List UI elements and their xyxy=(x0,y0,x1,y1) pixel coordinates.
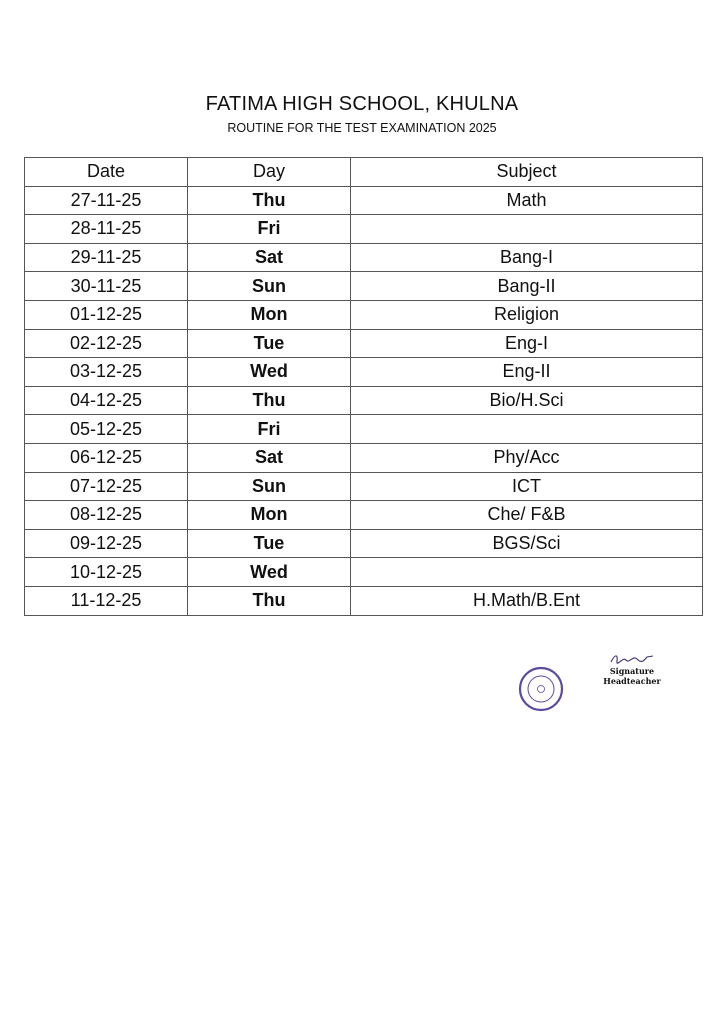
day-cell: Fri xyxy=(188,215,351,244)
signature-area xyxy=(516,652,666,722)
table-row xyxy=(25,586,703,615)
table-header-row xyxy=(25,158,703,187)
date-cell: 03-12-25 xyxy=(25,358,188,387)
column-header-day: Day xyxy=(188,158,351,187)
page-subtitle: ROUTINE FOR THE TEST EXAMINATION 2025 xyxy=(227,121,497,135)
table-row xyxy=(25,243,703,272)
subject-cell: Religion xyxy=(351,300,703,329)
subject-cell: Phy/Acc xyxy=(351,443,703,472)
day-cell: Tue xyxy=(188,529,351,558)
table-row xyxy=(25,329,703,358)
table-row xyxy=(25,529,703,558)
subject-cell: Math xyxy=(351,186,703,215)
headteacher-signature xyxy=(596,652,668,686)
date-cell: 28-11-25 xyxy=(25,215,188,244)
date-cell: 09-12-25 xyxy=(25,529,188,558)
subject-cell: Eng-II xyxy=(351,358,703,387)
subject-cell xyxy=(351,415,703,444)
day-cell: Fri xyxy=(188,415,351,444)
subject-cell: Bio/H.Sci xyxy=(351,386,703,415)
day-cell: Thu xyxy=(188,186,351,215)
column-header-subject: Subject xyxy=(351,158,703,187)
table-row xyxy=(25,386,703,415)
routine-table xyxy=(24,157,703,616)
table-row xyxy=(25,358,703,387)
school-seal-icon xyxy=(518,666,564,712)
page-title: FATIMA HIGH SCHOOL, KHULNA xyxy=(205,93,519,115)
day-cell: Sun xyxy=(188,272,351,301)
date-cell: 01-12-25 xyxy=(25,300,188,329)
day-cell: Sat xyxy=(188,443,351,472)
date-cell: 10-12-25 xyxy=(25,558,188,587)
day-cell: Sat xyxy=(188,243,351,272)
date-cell: 27-11-25 xyxy=(25,186,188,215)
subject-cell: Bang-I xyxy=(351,243,703,272)
subject-cell: Che/ F&B xyxy=(351,501,703,530)
table-row xyxy=(25,443,703,472)
date-cell: 06-12-25 xyxy=(25,443,188,472)
subject-cell: Eng-I xyxy=(351,329,703,358)
date-cell: 08-12-25 xyxy=(25,501,188,530)
date-cell: 07-12-25 xyxy=(25,472,188,501)
table-row xyxy=(25,415,703,444)
table-row xyxy=(25,215,703,244)
day-cell: Sun xyxy=(188,472,351,501)
table-row xyxy=(25,300,703,329)
day-cell: Wed xyxy=(188,358,351,387)
date-cell: 02-12-25 xyxy=(25,329,188,358)
date-cell: 05-12-25 xyxy=(25,415,188,444)
table-row xyxy=(25,272,703,301)
day-cell: Wed xyxy=(188,558,351,587)
subject-cell xyxy=(351,558,703,587)
day-cell: Mon xyxy=(188,501,351,530)
table-row xyxy=(25,472,703,501)
column-header-date: Date xyxy=(25,158,188,187)
subject-cell: Bang-II xyxy=(351,272,703,301)
signature-label: Signature xyxy=(609,666,655,676)
date-cell: 29-11-25 xyxy=(25,243,188,272)
day-cell: Thu xyxy=(188,386,351,415)
table-row xyxy=(25,558,703,587)
day-cell: Tue xyxy=(188,329,351,358)
table-row xyxy=(25,186,703,215)
day-cell: Mon xyxy=(188,300,351,329)
table-row xyxy=(25,501,703,530)
subject-cell: ICT xyxy=(351,472,703,501)
day-cell: Thu xyxy=(188,586,351,615)
headteacher-label: Headteacher xyxy=(603,676,661,686)
signature-scribble-icon xyxy=(609,652,655,666)
date-cell: 11-12-25 xyxy=(25,586,188,615)
date-cell: 04-12-25 xyxy=(25,386,188,415)
date-cell: 30-11-25 xyxy=(25,272,188,301)
subject-cell xyxy=(351,215,703,244)
subject-cell: H.Math/B.Ent xyxy=(351,586,703,615)
subject-cell: BGS/Sci xyxy=(351,529,703,558)
